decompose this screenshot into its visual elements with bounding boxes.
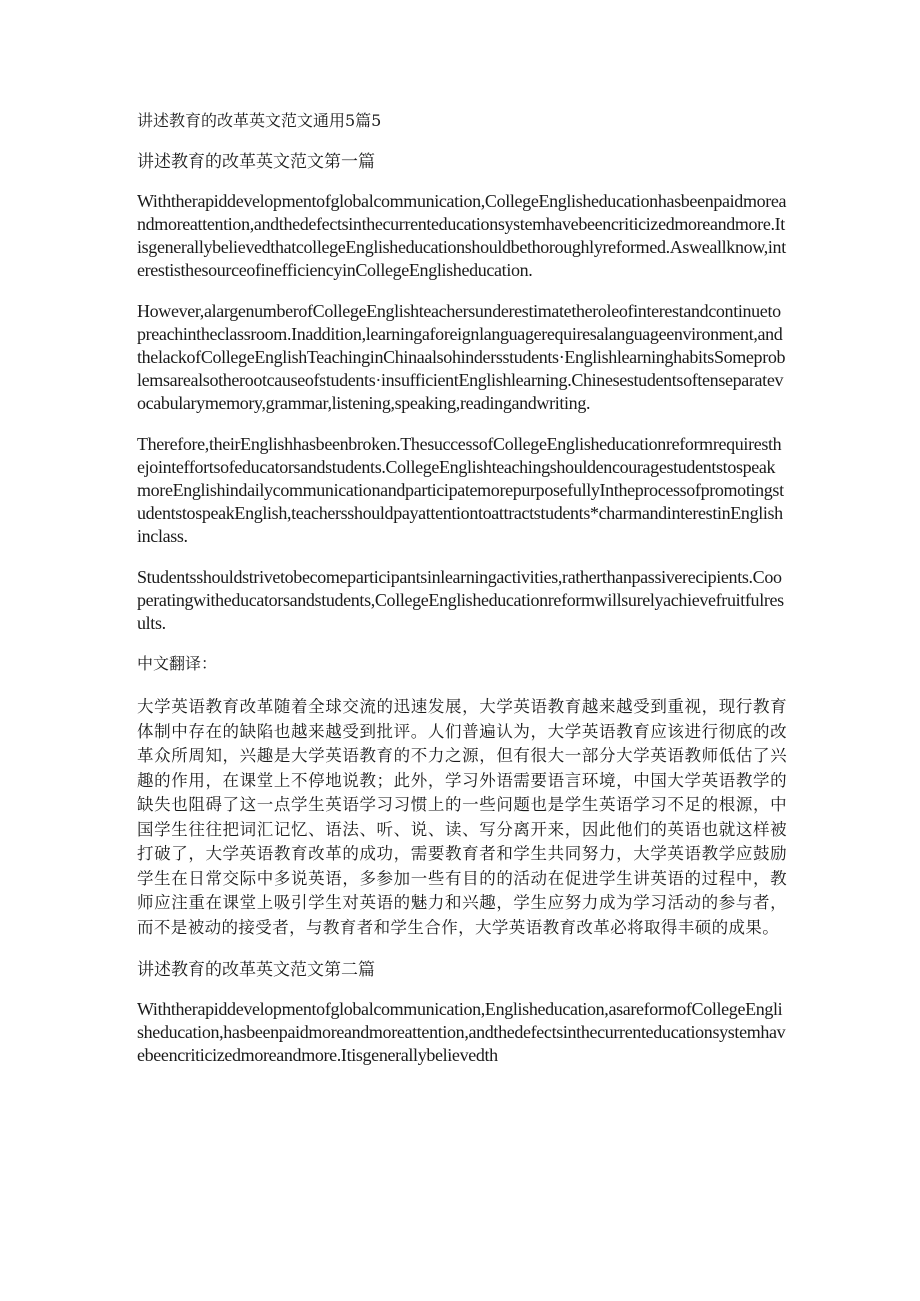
section-1-paragraph-2: However,alargenumberofCollegeEnglishteachersunderestimatetheroleofinterestandcontinuetopreachintheclassroom.Inaddition,learningaforeignlanguagerequiresalanguageenvironment,andthelackofCollegeEnglishTeachinginChinaalsohindersstudents·EnglishlearninghabitsSomeproblemsarealsotherootcauseofstudents·insufficientEnglishlearning.Chinesestudentsoftenseparatevocabularymemory,grammar,listening,speaking,readingandwriting. [137, 301, 786, 413]
translation-label: 中文翻译： [137, 654, 218, 673]
document-page [137, 110, 787, 1085]
chinese-translation: 大学英语教育改革随着全球交流的迅速发展，大学英语教育越来越受到重视，现行教育体制中存在的缺陷也越来越受到批评。人们普遍认为，大学英语教育应该进行彻底的改革众所周知，兴趣是大学英语教育的不力之源，但有很大一部分大学英语教师低估了兴趣的作用，在课堂上不停地说教；此外，学习外语需要语言环境，中国大学英语教学的缺失也阻碍了这一点学生英语学习习惯上的一些问题也是学生英语学习不足的根源，中国学生往往把词汇记忆、语法、听、说、读、写分离开来，因此他们的英语也就这样被打破了，大学英语教育改革的成功，需要教育者和学生共同努力，大学英语教学应鼓励学生在日常交际中多说英语，多参加一些有目的的活动在促进学生讲英语的过程中，教师应注重在课堂上吸引学生对英语的魅力和兴趣，学生应努力成为学习活动的参与者，而不是被动的接受者，与教育者和学生合作，大学英语教育改革必将取得丰硕的成果。 [137, 697, 787, 937]
section-2-heading: 讲述教育的改革英文范文第二篇 [137, 960, 375, 980]
document-title: 讲述教育的改革英文范文通用5篇5 [137, 111, 382, 130]
section-2-paragraph-1: Withtherapiddevelopmentofglobalcommunication,Englisheducation,asareformofCollegeEnglisheducation,hasbeenpaidmoreandmoreattention,andthedefectsinthecurrenteducationsystemhavebeencriticizedmoreandmore.Itisgenerallybelievedth [137, 999, 786, 1065]
section-1-heading: 讲述教育的改革英文范文第一篇 [137, 152, 375, 172]
section-1-paragraph-1: Withtherapiddevelopmentofglobalcommunication,CollegeEnglisheducationhasbeenpaidmoreandmoreattention,andthedefectsinthecurrenteducationsystemhavebeencriticizedmoreandmore.ItisgenerallybelievedthatcollegeEnglisheducationshouldbethoroughlyreformed.Asweallknow,interestisthesourceofinefficiencyinCollegeEnglisheducation. [137, 191, 787, 280]
section-1-paragraph-3: Therefore,theirEnglishhasbeenbroken.ThesuccessofCollegeEnglisheducationreformrequiresthejointeffortsofeducatorsandstudents.CollegeEnglishteachingshouldencouragestudentstospeakmoreEnglishindailycommunicationandparticipatemorepurposefullyIntheprocessofpromotingstudentstospeakEnglish,teachersshouldpayattentiontoattractstudents*charmandinterestinEnglishinclass. [137, 434, 784, 546]
section-1-paragraph-4: Studentsshouldstrivetobecomeparticipantsinlearningactivities,ratherthanpassiverecipients.Cooperatingwitheducatorsandstudents,CollegeEnglisheducationreformwillsurelyachievefruitfulresults. [137, 567, 784, 633]
